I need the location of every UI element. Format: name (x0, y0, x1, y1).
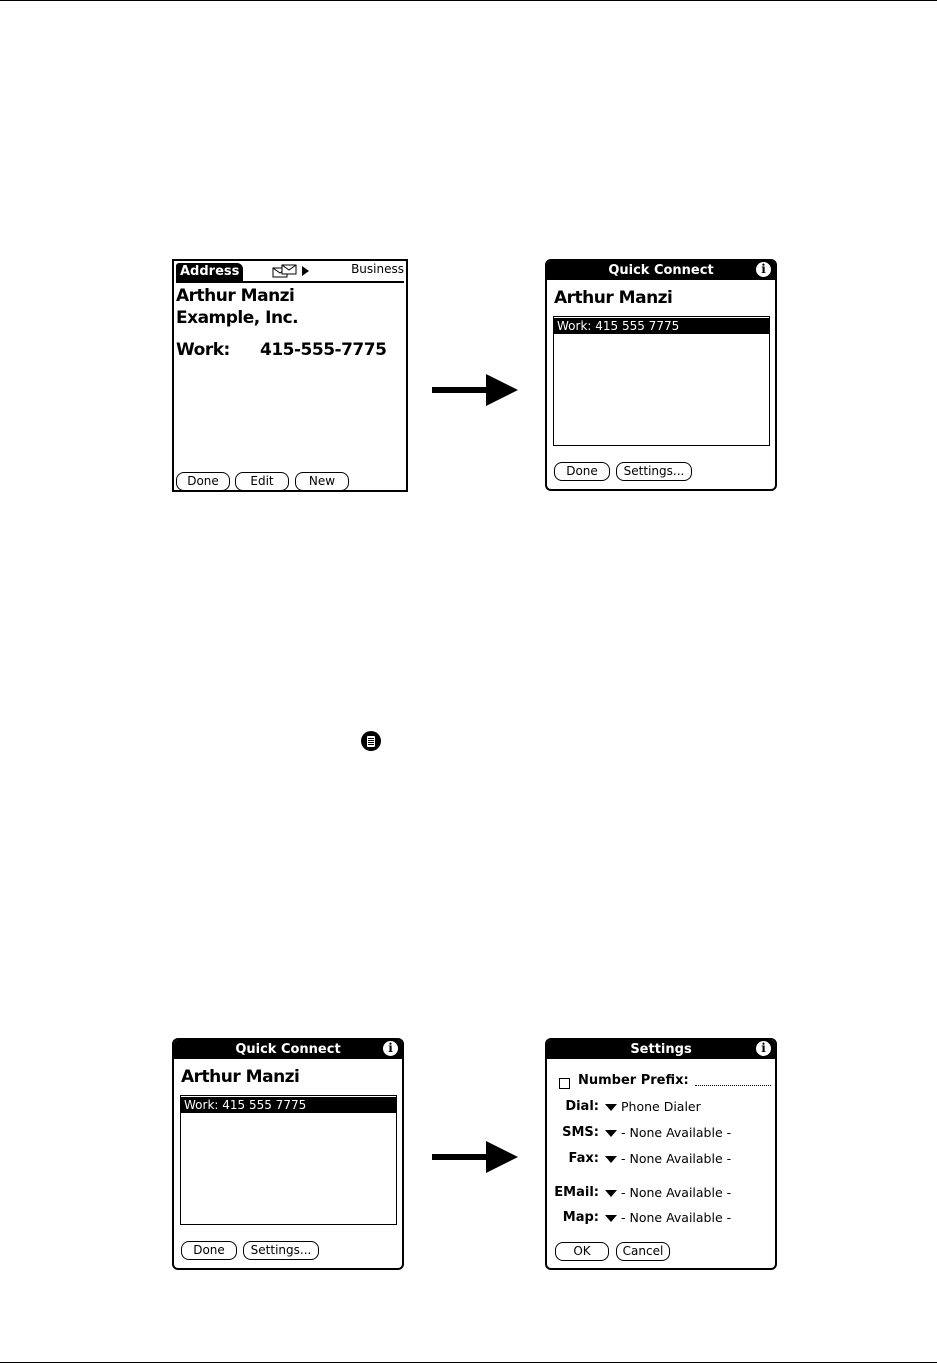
dial-label: Dial: (565, 1099, 599, 1114)
work-label: Work: (176, 340, 230, 360)
menu-icon (361, 731, 381, 751)
cancel-button[interactable]: Cancel (616, 1242, 670, 1261)
ok-button[interactable]: OK (555, 1242, 609, 1261)
right-arrow-icon (432, 1137, 522, 1177)
email-value[interactable]: - None Available - (621, 1185, 732, 1200)
dropdown-triangle-icon[interactable] (605, 1156, 617, 1164)
list-item[interactable]: Work: 415 555 7775 (181, 1097, 396, 1113)
new-button[interactable]: New (295, 472, 349, 491)
bottom-rule (0, 1362, 937, 1363)
done-button[interactable]: Done (176, 472, 230, 491)
work-phone[interactable]: 415-555-7775 (260, 340, 387, 360)
sms-value[interactable]: - None Available - (621, 1125, 732, 1140)
sms-label: SMS: (562, 1125, 599, 1140)
contact-name: Arthur Manzi (554, 288, 673, 308)
number-prefix-field[interactable] (695, 1085, 771, 1086)
list-item[interactable]: Work: 415 555 7775 (554, 318, 769, 334)
quick-connect-dialog (545, 259, 777, 491)
fax-value[interactable]: - None Available - (621, 1151, 732, 1166)
number-list (180, 1095, 397, 1225)
map-value[interactable]: - None Available - (621, 1210, 732, 1225)
beam-icon[interactable] (272, 263, 312, 279)
settings-button[interactable]: Settings... (243, 1241, 319, 1260)
dialog-title: Quick Connect (174, 1040, 402, 1059)
number-prefix-label: Number Prefix: (578, 1073, 689, 1088)
info-icon[interactable]: i (756, 262, 771, 277)
info-icon[interactable]: i (383, 1041, 398, 1056)
done-button[interactable]: Done (181, 1241, 237, 1260)
number-list (553, 316, 770, 446)
address-app-tab[interactable]: Address (176, 263, 243, 281)
fax-label: Fax: (568, 1151, 599, 1166)
right-arrow-icon (432, 370, 522, 410)
settings-dialog (545, 1038, 777, 1270)
contact-name: Arthur Manzi (181, 1067, 300, 1087)
info-icon[interactable]: i (756, 1041, 771, 1056)
quick-connect-dialog (172, 1038, 404, 1270)
address-screen (172, 259, 408, 492)
contact-name: Arthur Manzi (176, 286, 295, 306)
number-prefix-checkbox[interactable] (559, 1078, 570, 1089)
email-label: EMail: (554, 1185, 599, 1200)
dialog-title: Settings (547, 1040, 775, 1059)
dropdown-triangle-icon[interactable] (605, 1104, 617, 1112)
dial-value[interactable]: Phone Dialer (621, 1099, 701, 1114)
settings-button[interactable]: Settings... (616, 462, 692, 481)
contact-company: Example, Inc. (176, 308, 299, 328)
map-label: Map: (562, 1210, 599, 1225)
dropdown-triangle-icon[interactable] (605, 1215, 617, 1223)
category-label[interactable]: Business (351, 262, 404, 276)
done-button[interactable]: Done (554, 462, 610, 481)
title-underline (176, 281, 404, 283)
dropdown-triangle-icon[interactable] (605, 1130, 617, 1138)
dialog-title: Quick Connect (547, 261, 775, 280)
dropdown-triangle-icon[interactable] (605, 1190, 617, 1198)
top-rule (0, 0, 937, 1)
edit-button[interactable]: Edit (235, 472, 289, 491)
